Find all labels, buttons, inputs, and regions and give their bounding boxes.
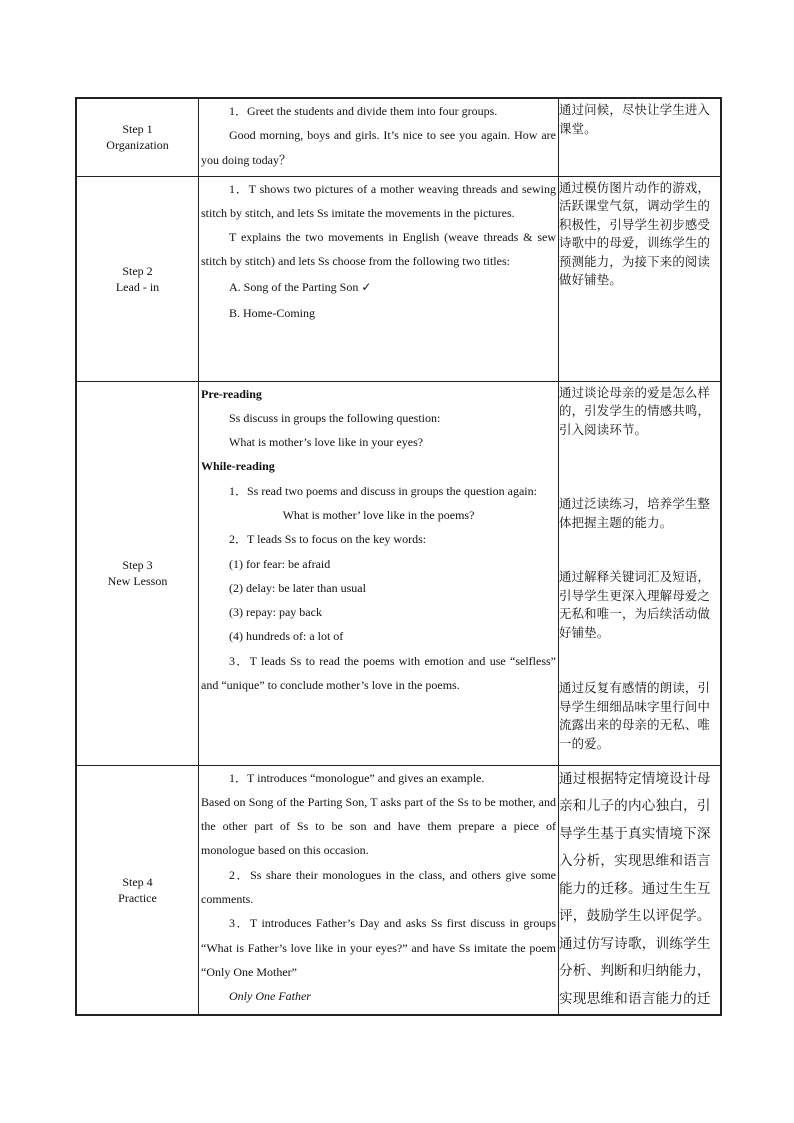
note-text: 通过模仿图片动作的游戏，活跃课堂气氛，调动学生的积极性，引导学生初步感受诗歌中的母爱，训练学生的预测能力，为接下来的阅读做好铺垫。 [559,179,711,287]
note-cell [559,765,722,1015]
table-row [76,765,721,1015]
content-cell [199,98,559,176]
note-cell [559,98,722,176]
content-cell [199,765,559,1015]
content-line: 3．T leads Ss to read the poems with emotion and use “selfless” and “unique” to conclude mother’s love in the poems. [201,653,556,693]
note-cell [559,381,722,765]
step-name: New Lesson [107,574,168,588]
note-text: 通过泛读练习，培养学生整体把握主题的能力。 [559,496,711,530]
step-label: Step 3 [122,558,153,572]
note-text: 通过问候，尽快让学生进入课堂。 [559,102,711,136]
step-name: Lead - in [115,279,160,294]
key-word-item: (1) for fear: be afraid [229,556,331,571]
content-line: 2．T leads Ss to focus on the key words: [229,532,427,547]
note-text: 通过反复有感情的朗读，引导学生细细品味字里行间中流露出来的母亲的无私、唯一的爱。 [559,680,711,751]
pre-reading-heading: Pre-reading [201,386,262,401]
content-cell [199,381,559,765]
table-row [76,98,721,176]
content-line: 1．Greet the students and divide them into four groups. [229,104,498,118]
content-line: B. Home-Coming [229,305,315,320]
content-line: T explains the two movements in English (weave threads & sew stitch by stitch) and lets Ss choose from the following two titles: [201,230,556,269]
content-line: Good morning, boys and girls. It’s nice to see you again. How are you doing today？ [201,128,556,167]
lesson-plan-table [75,97,722,1016]
content-line: 1．T shows two pictures of a mother weaving threads and sewing stitch by stitch, and lets Ss imitate the movements in the pictures. [201,181,556,220]
content-line: 1．Ss read two poems and discuss in groups the question again: [229,483,537,498]
note-cell [559,176,722,381]
step-label: Step 2 [122,263,153,278]
step-name: Organization [106,138,169,153]
key-word-item: (4) hundreds of: a lot of [229,629,344,644]
content-line: A. Song of the Parting Son ✓ [229,279,372,294]
content-line: What is mother’ love like in the poems? [282,507,475,522]
content-cell [199,176,559,381]
while-reading-heading: While-reading [201,459,275,474]
step-cell [76,176,199,381]
content-line: Based on Song of the Parting Son, T asks part of the Ss to be mother, and the other part of Ss to be son and have them prepare a piece of monologue based on this occasion. [201,794,556,858]
step-name: Practice [118,890,157,905]
step-cell [76,98,199,176]
content-line: 3．T introduces Father’s Day and asks Ss first discuss in groups “What is Father’s love like in your eyes?” and have Ss imitate the poem “Only One Mother” [201,916,556,979]
step-cell [76,381,199,765]
content-line: Ss discuss in groups the following question: [229,410,441,425]
content-line: Only One Father [229,989,311,1004]
step-label: Step 4 [122,874,153,889]
content-line: What is mother’s love like in your eyes? [229,435,424,450]
table-row [76,381,721,765]
note-text: 通过仿写诗歌，训练学生分析、判断和归纳能力，实现思维和语言能力的迁 [559,935,711,1007]
table-row [76,176,721,381]
content-line: 1．T introduces “monologue” and gives an example. [229,770,485,785]
note-text: 通过解释关键词汇及短语，引导学生更深入理解母爱之无私和唯一，为后续活动做好铺垫。 [559,569,711,640]
note-text: 通过根据特定情境设计母亲和儿子的内心独白，引导学生基于真实情境下深入分析，实现思维和语言能力的迁移。通过生生互评，鼓励学生以评促学。 [559,770,711,924]
step-cell [76,765,199,1015]
key-word-item: (3) repay: pay back [229,605,322,620]
step-label: Step 1 [122,122,153,137]
key-word-item: (2) delay: be later than usual [229,580,366,595]
content-line: 2．Ss share their monologues in the class, and others give some comments. [201,867,556,906]
note-text: 通过谈论母亲的爱是怎么样的，引发学生的情感共鸣，引入阅读环节。 [559,384,711,437]
